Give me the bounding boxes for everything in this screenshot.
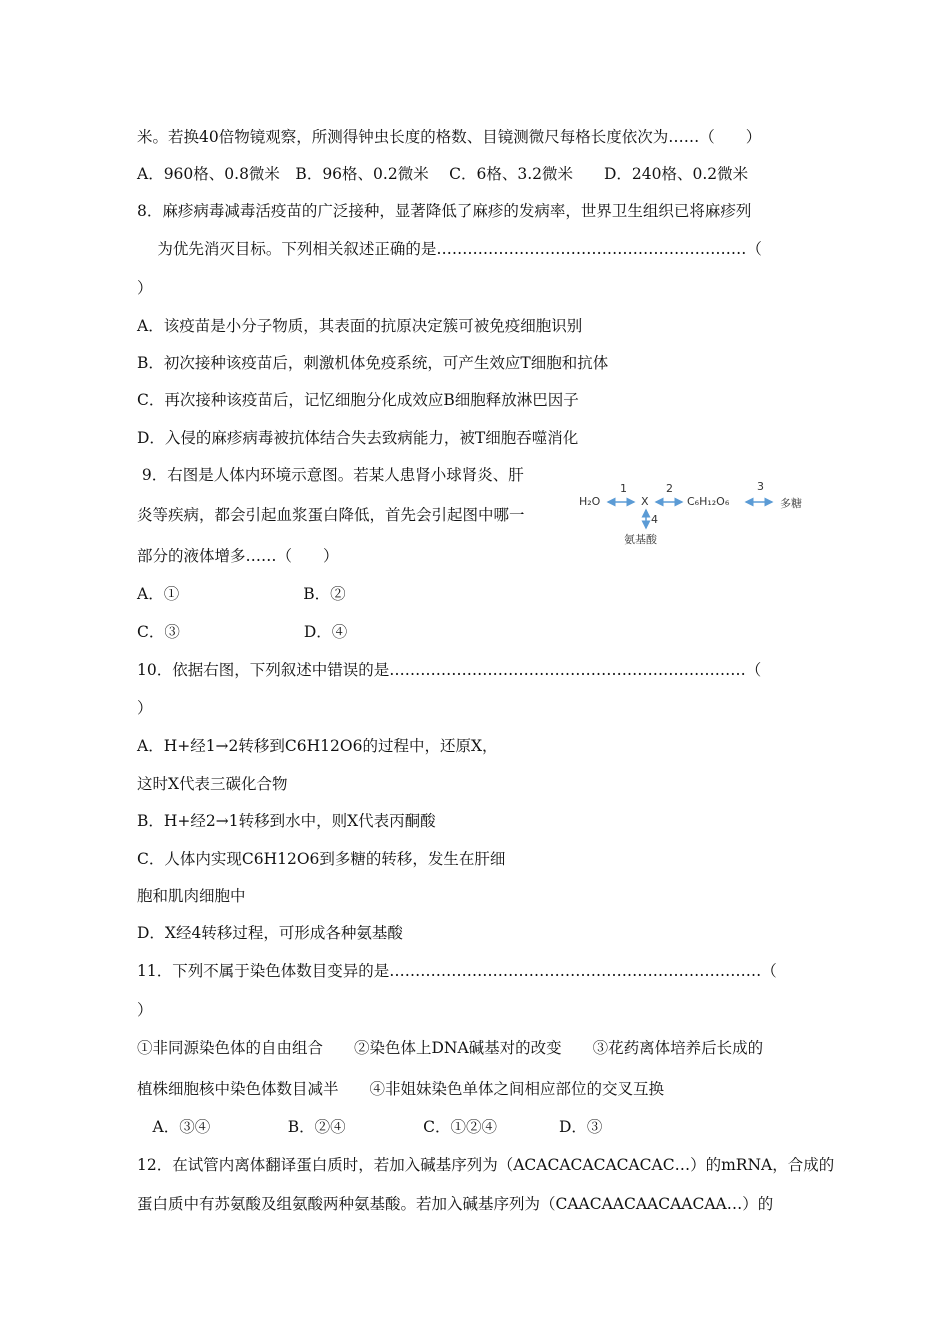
label-h2o: H₂O xyxy=(579,495,601,508)
question-9-stem-end: 部分的液体增多……（ ） xyxy=(137,547,339,565)
label-amino-acid: 氨基酸 xyxy=(624,533,657,546)
label-3: 3 xyxy=(757,480,764,493)
label-2: 2 xyxy=(666,482,673,495)
question-10-option-c-cont: 胞和肌肉细胞中 xyxy=(137,887,246,905)
question-12-stem-cont: 蛋白质中有苏氨酸及组氨酸两种氨基酸。若加入碱基序列为（CAACAACAACAACAA…）的 xyxy=(137,1195,774,1213)
label-4: 4 xyxy=(651,513,658,526)
question-10-option-a: A．H+经1→2转移到C6H12O6的过程中，还原X， xyxy=(137,737,498,755)
question-10-option-a-cont: 这时X代表三碳化合物 xyxy=(137,775,288,793)
question-9-options-ab: A．① B．② xyxy=(137,585,346,603)
question-8-option-a: A．该疫苗是小分子物质，其表面的抗原决定簇可被免疫细胞识别 xyxy=(137,317,583,335)
question-9-stem: 9．右图是人体内环境示意图。若某人患肾小球肾炎、肝 xyxy=(137,466,524,484)
question-10-option-b: B．H+经2→1转移到水中，则X代表丙酮酸 xyxy=(137,812,436,830)
question-11-items: ①非同源染色体的自由组合 ②染色体上DNA碱基对的改变 ③花药离体培养后长成的 xyxy=(137,1039,764,1057)
text-line-2: A．960格、0.8微米 B．96格、0.2微米 C．6格、3.2微米 D．240格、0.2微米 xyxy=(137,165,749,183)
question-8-option-d: D．入侵的麻疹病毒被抗体结合失去致病能力，被T细胞吞噬消化 xyxy=(137,429,579,447)
question-11-stem: 11．下列不属于染色体数目变异的是………………………………………………………………（ xyxy=(137,962,777,980)
question-8-stem: 8．麻疹病毒减毒活疫苗的广泛接种，显著降低了麻疹的发病率，世界卫生组织已将麻疹列 xyxy=(137,202,752,220)
question-10-option-c: C．人体内实现C6H12O6到多糖的转移，发生在肝细 xyxy=(137,850,506,868)
question-10-stem: 10．依据右图，下列叙述中错误的是……………………………………………………………（ xyxy=(137,661,762,679)
question-12-stem: 12．在试管内离体翻译蛋白质时，若加入碱基序列为（ACACACACACACAC…）的mRNA，合成的 xyxy=(137,1156,835,1174)
question-11-items-cont: 植株细胞核中染色体数目减半 ④非姐妹染色单体之间相应部位的交叉互换 xyxy=(137,1080,665,1098)
question-10-option-d: D．X经4转移过程，可形成各种氨基酸 xyxy=(137,924,403,942)
question-11-paren: ） xyxy=(137,1001,153,1019)
question-9-options-cd: C．③ D．④ xyxy=(137,623,348,641)
metabolism-diagram xyxy=(576,480,816,550)
label-glucose: C₆H₁₂O₆ xyxy=(687,495,730,508)
label-polysaccharide: 多糖 xyxy=(780,497,802,510)
question-8-paren: ） xyxy=(137,279,153,297)
question-10-paren: ） xyxy=(137,699,153,717)
label-1: 1 xyxy=(620,482,627,495)
question-8-option-c: C．再次接种该疫苗后，记忆细胞分化成效应B细胞释放淋巴因子 xyxy=(137,391,579,409)
question-8-option-b: B．初次接种该疫苗后，刺激机体免疫系统，可产生效应T细胞和抗体 xyxy=(137,354,609,372)
question-11-options: A．③④ B．②④ C．①②④ D．③ xyxy=(137,1118,603,1136)
label-x: X xyxy=(641,495,649,508)
question-9-stem-cont: 炎等疾病，都会引起血浆蛋白降低，首先会引起图中哪一 xyxy=(137,506,525,524)
question-8-stem-cont: 为优先消灭目标。下列相关叙述正确的是……………………………………………………（ xyxy=(137,240,762,258)
text-line-1: 米。若换40倍物镜观察，所测得钟虫长度的格数、目镜测微尺每格长度依次为……（ ） xyxy=(137,128,762,146)
diagram-arrows xyxy=(576,480,816,550)
